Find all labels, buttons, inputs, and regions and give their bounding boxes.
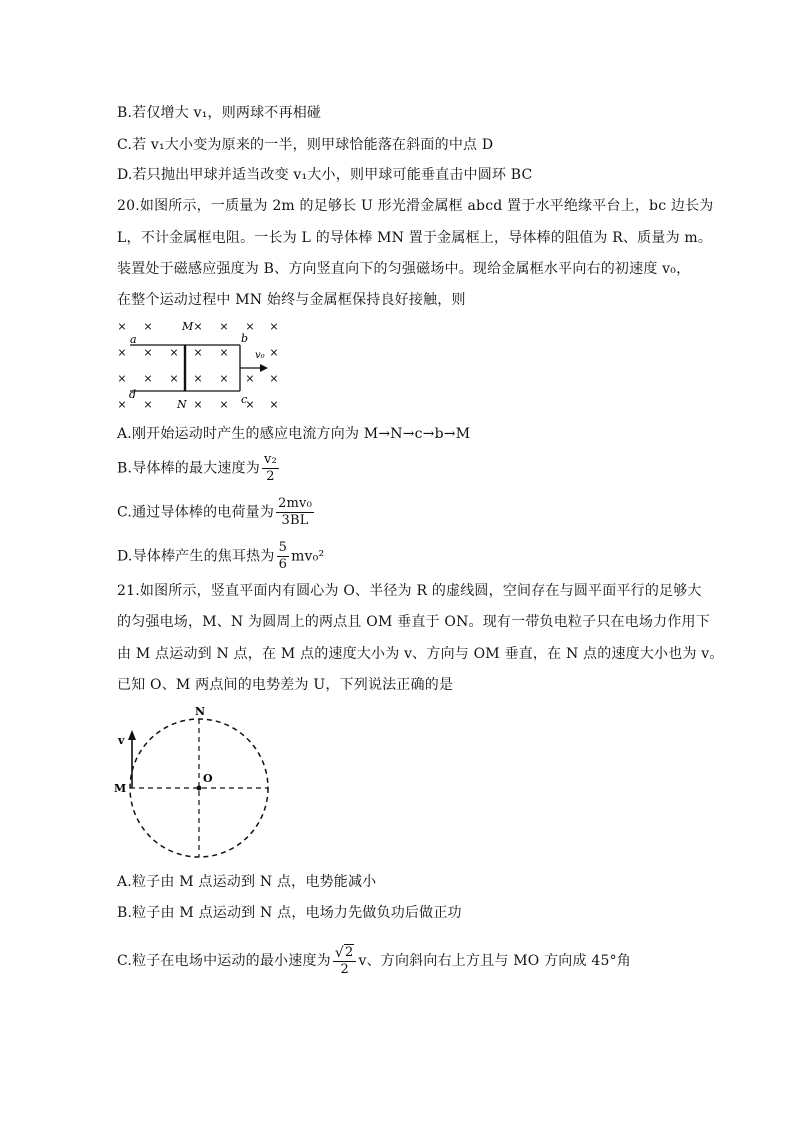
fraction-denominator: 6 [278, 557, 288, 572]
q20-option-d-suffix: mv₀² [291, 548, 325, 565]
q20-option-b-fraction [262, 452, 279, 485]
label-d: d [129, 388, 137, 401]
field-cross-mark: × [193, 320, 203, 333]
fraction-numerator: 5 [278, 540, 288, 555]
fraction-denominator: 2 [266, 469, 275, 484]
q21-stem-line-1: 21.如图所示，竖直平面内有圆心为 O、半径为 R 的虚线圆，空间存在与圆平面平行的足够大 [117, 583, 702, 599]
sqrt-icon: √ [334, 945, 344, 961]
field-cross-mark: × [245, 320, 255, 333]
fraction-denominator: 3BL [281, 513, 309, 528]
field-cross-mark: × [269, 320, 279, 333]
field-cross-mark: × [245, 398, 255, 411]
field-cross-mark: × [143, 346, 153, 359]
field-cross-mark: × [193, 398, 203, 411]
q20-stem-line-2: L，不计金属框电阻。一长为 L 的导体棒 MN 置于金属框上，导体棒的阻值为 R、质量为 m。 [117, 230, 713, 246]
q21-stem-line-3: 由 M 点运动到 N 点，在 M 点的速度大小为 v、方向与 OM 垂直，在 N 点的速度大小也为 v。 [117, 646, 724, 662]
q20-option-c-fraction [276, 496, 314, 529]
field-cross-mark: × [117, 398, 127, 411]
field-cross-mark: × [117, 320, 127, 333]
field-cross-mark: × [219, 346, 229, 359]
label-n: N [195, 705, 206, 718]
field-cross-mark: × [169, 372, 179, 385]
field-cross-mark: × [169, 346, 179, 359]
q20-option-a: A.刚开始运动时产生的感应电流方向为 M→N→c→b→M [117, 426, 471, 442]
q19-option-d: D.若只抛出甲球并适当改变 v₁大小，则甲球可能垂直击中圆环 BC [117, 167, 533, 183]
fraction-numerator [333, 944, 357, 962]
q20-option-b [117, 452, 281, 485]
field-cross-mark: × [193, 346, 203, 359]
q20-option-c [117, 496, 316, 529]
field-cross-mark: × [219, 398, 229, 411]
fraction-numerator: 2mv₀ [278, 496, 313, 511]
q20-option-d-text: D.导体棒产生的焦耳热为 [117, 548, 275, 565]
q21-figure-dashed-circle [108, 700, 278, 860]
q21-option-c [117, 944, 631, 978]
field-cross-mark: × [193, 372, 203, 385]
q20-figure-magnetic-field [112, 318, 292, 412]
field-cross-mark: × [269, 346, 279, 359]
velocity-arrowhead [260, 364, 268, 372]
field-cross-mark: × [117, 372, 127, 385]
q21-option-c-suffix: v、方向斜向右上方且与 MO 方向成 45°角 [358, 953, 631, 969]
field-cross-mark: × [269, 372, 279, 385]
q19-option-c: C.若 v₁大小变为原来的一半，则甲球恰能落在斜面的中点 D [117, 137, 494, 153]
label-c: c [241, 393, 248, 406]
fraction-denominator: 2 [340, 962, 349, 977]
field-cross-mark: × [245, 372, 255, 385]
label-n: N [177, 398, 187, 411]
q20-stem-line-3: 装置处于磁感应强度为 B、方向竖直向下的匀强磁场中。现给金属框水平向右的初速度 v₀， [117, 261, 691, 277]
q21-option-a: A.粒子由 M 点运动到 N 点，电势能减小 [117, 874, 377, 890]
label-m: M [182, 320, 194, 333]
q21-option-b: B.粒子由 M 点运动到 N 点，电场力先做负功后做正功 [117, 905, 462, 921]
label-b: b [241, 332, 249, 345]
field-cross-mark: × [143, 320, 153, 333]
field-cross-mark: × [143, 398, 153, 411]
label-a: a [130, 333, 137, 346]
field-cross-mark: × [117, 346, 127, 359]
center-point-o [197, 786, 202, 791]
field-cross-mark: × [269, 398, 279, 411]
velocity-arrowhead [128, 730, 136, 740]
field-cross-mark: × [219, 320, 229, 333]
fraction-numerator: v₂ [263, 452, 277, 467]
label-v: v [118, 734, 125, 747]
q20-stem-line-1: 20.如图所示，一质量为 2m 的足够长 U 形光滑金属框 abcd 置于水平绝缘平台上，bc 边长为 [117, 198, 714, 214]
q21-stem-line-4: 已知 O、M 两点间的电势差为 U，下列说法正确的是 [117, 677, 454, 693]
q20-option-d [117, 540, 324, 573]
radicand: 2 [345, 945, 354, 960]
q20-stem-line-4: 在整个运动过程中 MN 始终与金属框保持良好接触，则 [117, 292, 466, 308]
field-cross-mark: × [219, 372, 229, 385]
q20-option-d-fraction [277, 540, 289, 573]
q19-option-b: B.若仅增大 v₁，则两球不再相碰 [117, 105, 322, 121]
q20-option-c-text: C.通过导体棒的电荷量为 [117, 504, 275, 521]
q21-stem-line-2: 的匀强电场，M、N 为圆周上的两点且 OM 垂直于 ON。现有一带负电粒子只在电场力作用下 [117, 614, 710, 630]
label-o: O [203, 772, 213, 785]
q20-option-b-text: B.导体棒的最大速度为 [117, 460, 260, 477]
label-m: M [114, 782, 127, 795]
q21-option-c-text: C.粒子在电场中运动的最小速度为 [117, 953, 331, 969]
q21-option-c-fraction [333, 944, 357, 978]
field-cross-mark: × [143, 372, 153, 385]
label-v0: v₀ [255, 350, 265, 361]
